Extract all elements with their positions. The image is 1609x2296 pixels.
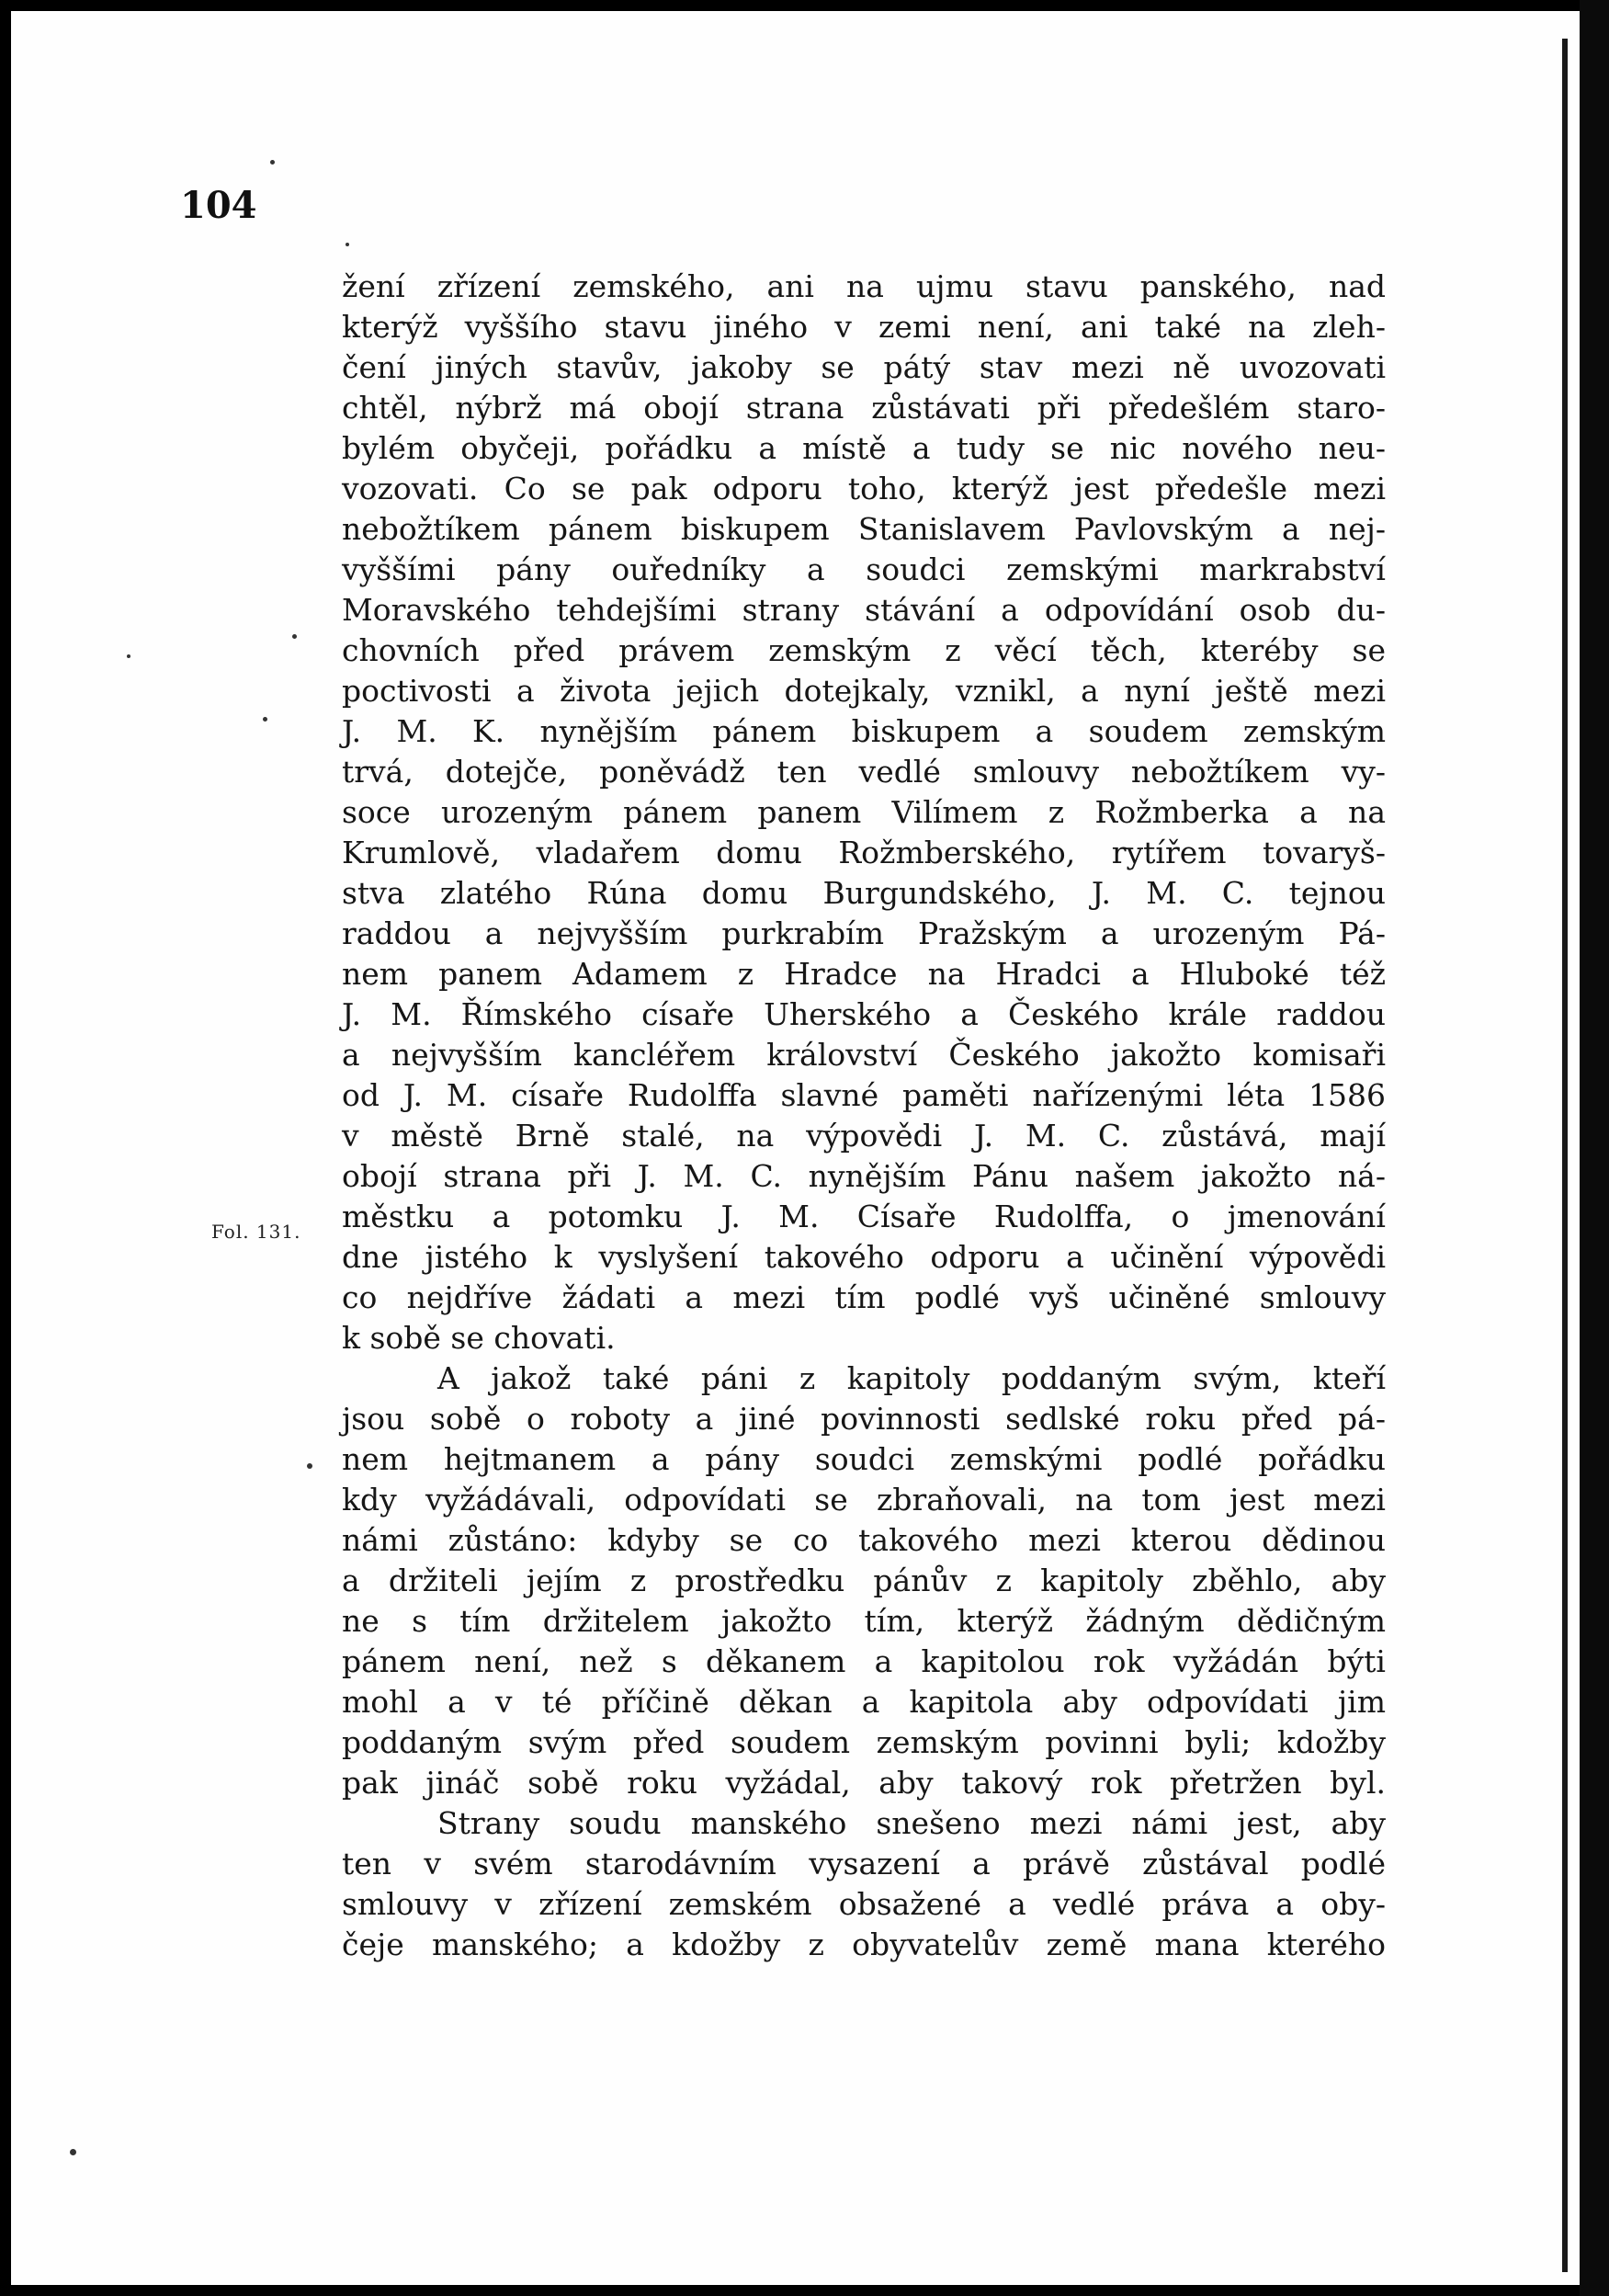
text-line: a nejvyšším kancléřem království Českého jakožto komisaři: [342, 1037, 1386, 1073]
print-speck: [346, 243, 349, 246]
text-line: pak jináč sobě roku vyžádal, aby takový rok přetržen byl.: [342, 1765, 1386, 1801]
text-line: vozovati. Co se pak odporu toho, kterýž jest předešle mezi: [342, 471, 1386, 506]
print-speck: [263, 717, 267, 722]
print-speck: [307, 1463, 312, 1469]
text-line: co nejdříve žádati a mezi tím podlé vyš učiněné smlouvy: [342, 1279, 1386, 1315]
text-line: nem hejtmanem a pány soudci zemskými podlé pořádku: [342, 1441, 1386, 1477]
text-line: stva zlatého Rúna domu Burgundského, J. M. C. tejnou: [342, 875, 1386, 911]
text-line: ten v svém starodávním vysazení a právě zůstával podlé: [342, 1846, 1386, 1881]
text-line: A jakož také páni z kapitoly poddaným svým, kteří: [437, 1360, 1386, 1396]
text-line: od J. M. císaře Rudolffa slavné paměti nařízenými léta 1586: [342, 1077, 1386, 1113]
print-speck: [70, 2149, 76, 2155]
text-line: poctivosti a života jejich dotejkaly, vznikl, a nyní ještě mezi: [342, 673, 1386, 709]
text-line: poddaným svým před soudem zemským povinni byli; kdožby: [342, 1724, 1386, 1760]
body-text: [342, 267, 1386, 1965]
text-line: námi zůstáno: kdyby se co takového mezi kterou dědinou: [342, 1522, 1386, 1558]
text-line: k sobě se chovati.: [342, 1320, 616, 1356]
text-line: vyššími pány ouředníky a soudci zemskými markrabství: [342, 551, 1386, 587]
page-number: 104: [180, 184, 257, 227]
book-page: [11, 11, 1580, 2285]
text-line: soce urozeným pánem panem Vilímem z Rožmberka a na: [342, 794, 1386, 830]
scan-border: [1580, 0, 1609, 2296]
text-line: chtěl, nýbrž má obojí strana zůstávati při předešlém staro-: [342, 390, 1386, 426]
text-line: v městě Brně stalé, na výpovědi J. M. C. zůstává, mají: [342, 1118, 1386, 1154]
text-line: Krumlově, vladařem domu Rožmberského, rytířem tovaryš-: [342, 835, 1386, 870]
text-line: mohl a v té příčině děkan a kapitola aby odpovídati jim: [342, 1684, 1386, 1720]
text-line: smlouvy v zřízení zemském obsažené a vedlé práva a oby-: [342, 1886, 1386, 1922]
margin-folio-note: Fol. 131.: [211, 1221, 301, 1243]
print-speck: [270, 160, 275, 165]
text-line: městku a potomku J. M. Císaře Rudolffa, o jmenování: [342, 1199, 1386, 1234]
text-line: trvá, dotejče, poněvádž ten vedlé smlouvy nebožtíkem vy-: [342, 754, 1386, 790]
text-line: raddou a nejvyšším purkrabím Pražským a urozeným Pá-: [342, 915, 1386, 951]
page-edge-shadow: [1562, 39, 1568, 2272]
text-line: kterýž vyššího stavu jiného v zemi není, ani také na zleh-: [342, 309, 1386, 345]
text-line: dne jistého k vyslyšení takového odporu a učinění výpovědi: [342, 1239, 1386, 1275]
text-line: J. M. K. nynějším pánem biskupem a soudem zemským: [342, 713, 1386, 749]
text-line: jsou sobě o roboty a jiné povinnosti sedlské roku před pá-: [342, 1401, 1386, 1437]
print-speck: [127, 654, 130, 658]
text-line: a držiteli jejím z prostředku pánův z kapitoly zběhlo, aby: [342, 1563, 1386, 1598]
text-line: bylém obyčeji, pořádku a místě a tudy se nic nového neu-: [342, 430, 1386, 466]
text-line: kdy vyžádávali, odpovídati se zbraňovali, na tom jest mezi: [342, 1482, 1386, 1517]
text-line: Strany soudu manského snešeno mezi námi jest, aby: [437, 1805, 1386, 1841]
text-line: čení jiných stavův, jakoby se pátý stav mezi ně uvozovati: [342, 349, 1386, 385]
text-line: chovních před právem zemským z věcí těch, kteréby se: [342, 632, 1386, 668]
text-line: nebožtíkem pánem biskupem Stanislavem Pavlovským a nej-: [342, 511, 1386, 547]
text-line: Moravského tehdejšími strany stávání a odpovídání osob du-: [342, 592, 1386, 628]
text-line: pánem není, než s děkanem a kapitolou rok vyžádán býti: [342, 1643, 1386, 1679]
text-line: J. M. Římského císaře Uherského a Českého krále raddou: [342, 996, 1386, 1032]
text-line: čeje manského; a kdožby z obyvatelův země mana kterého: [342, 1927, 1386, 1962]
print-speck: [292, 634, 297, 639]
text-line: ne s tím držitelem jakožto tím, kterýž žádným dědičným: [342, 1603, 1386, 1639]
text-line: nem panem Adamem z Hradce na Hradci a Hluboké též: [342, 956, 1386, 992]
text-line: žení zřízení zemského, ani na ujmu stavu panského, nad: [342, 268, 1386, 304]
text-line: obojí strana při J. M. C. nynějším Pánu našem jakožto ná-: [342, 1158, 1386, 1194]
